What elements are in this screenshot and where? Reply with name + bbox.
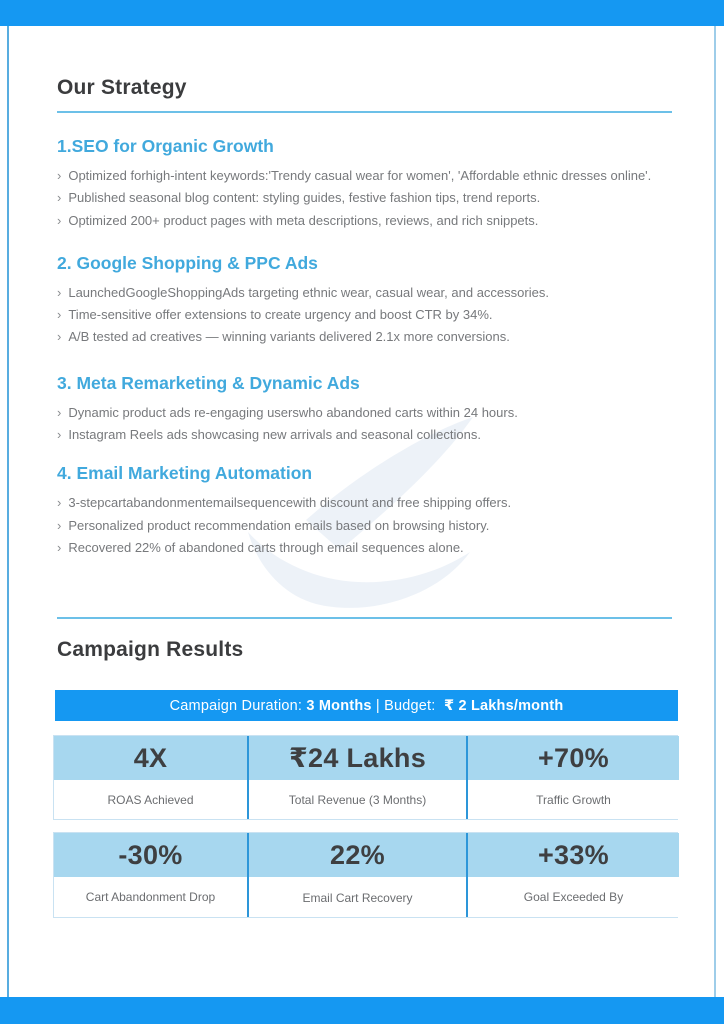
- bullet-text: A/B tested ad creatives — winning variants delivered 2.1x more conversions.: [68, 329, 510, 345]
- results-title: Campaign Results: [57, 638, 244, 662]
- bullet-item: [57, 165, 678, 187]
- stat-value: 22%: [249, 833, 466, 877]
- stats-row: [53, 832, 678, 918]
- bullet-text: Optimized 200+ product pages with meta descriptions, reviews, and rich snippets.: [68, 212, 539, 228]
- bullet-marker: ›: [57, 495, 62, 511]
- bullet-marker: ›: [57, 539, 62, 555]
- stat-label: Cart Abandonment Drop: [54, 877, 247, 917]
- stat-value: 4X: [54, 736, 247, 780]
- bullet-list: [57, 282, 678, 349]
- bullet-marker: ›: [57, 168, 62, 183]
- bullet-item: [57, 304, 678, 326]
- stat-card-email-recovery: [247, 833, 466, 917]
- bullet-marker: ›: [57, 427, 62, 443]
- banner-separator: |: [371, 697, 385, 714]
- section-meta-remarketing: [57, 372, 678, 447]
- stat-card-traffic: [466, 736, 679, 819]
- bullet-marker: ›: [57, 329, 62, 345]
- section-ppc: [57, 252, 678, 349]
- stat-label: Traffic Growth: [468, 780, 679, 819]
- bullet-item: [57, 282, 678, 304]
- bullet-text: Instagram Reels ads showcasing new arrivals and seasonal collections.: [68, 427, 481, 443]
- section-heading: 4. Email Marketing Automation: [57, 463, 313, 484]
- bullet-item: [57, 210, 678, 232]
- stat-value: ₹24 Lakhs: [249, 736, 466, 780]
- stat-card-revenue: [247, 736, 466, 819]
- section-heading: 2. Google Shopping & PPC Ads: [57, 252, 318, 273]
- strategy-title: Our Strategy: [57, 76, 187, 99]
- section-seo: [57, 135, 678, 232]
- bullet-marker: ›: [57, 284, 62, 300]
- bullet-text: Dynamic product ads re-engaging userswho abandoned carts within 24 hours.: [68, 404, 518, 420]
- bullet-text: Published seasonal blog content: styling guides, festive fashion tips, trend reports.: [68, 190, 541, 206]
- bullet-item: [57, 537, 678, 559]
- stats-row: [53, 735, 678, 820]
- bullet-list: [57, 165, 678, 232]
- stat-label: ROAS Achieved: [54, 780, 247, 819]
- stat-label: Email Cart Recovery: [249, 877, 466, 917]
- bullet-item: [57, 492, 678, 514]
- duration-value: 3 Months: [306, 697, 372, 714]
- bullet-marker: ›: [57, 212, 62, 228]
- stat-label: Goal Exceeded By: [468, 877, 679, 917]
- bottom-border-bar: [0, 997, 724, 1024]
- bullet-text: Personalized product recommendation emails based on browsing history.: [68, 517, 490, 533]
- budget-value: ₹ 2 Lakhs/month: [443, 697, 564, 714]
- top-border-bar: [0, 0, 724, 26]
- bullet-text: 3-stepcartabandonmentemailsequencewith discount and free shipping offers.: [68, 495, 512, 511]
- bullet-item: [57, 187, 678, 209]
- bullet-item: [57, 326, 678, 348]
- bullet-item: [57, 402, 678, 424]
- bullet-list: [57, 492, 678, 559]
- section-heading: 1.SEO for Organic Growth: [57, 136, 274, 156]
- stat-card-goal-exceeded: [466, 833, 679, 917]
- campaign-summary-banner: [55, 690, 678, 721]
- divider: [57, 111, 672, 113]
- bullet-marker: ›: [57, 517, 62, 533]
- duration-label: Campaign Duration:: [169, 697, 307, 714]
- bullet-item: [57, 515, 678, 537]
- bullet-text: LaunchedGoogleShoppingAds targeting ethnic wear, casual wear, and accessories.: [68, 284, 549, 300]
- stat-value: +70%: [468, 736, 679, 780]
- stat-label: Total Revenue (3 Months): [249, 780, 466, 819]
- divider: [57, 617, 672, 619]
- stat-card-cart-abandonment: [54, 833, 247, 917]
- bullet-marker: ›: [57, 404, 62, 420]
- bullet-text: Time-sensitive offer extensions to create urgency and boost CTR by 34%.: [68, 307, 493, 323]
- bullet-text: Optimized forhigh-intent keywords:'Trendy casual wear for women', 'Affordable ethnic dresses online'.: [68, 168, 652, 183]
- bullet-list: [57, 402, 678, 447]
- section-email-automation: [57, 462, 678, 559]
- bullet-text: Recovered 22% of abandoned carts through email sequences alone.: [68, 539, 464, 555]
- bullet-item: [57, 424, 678, 446]
- stat-card-roas: [54, 736, 247, 819]
- budget-label: Budget:: [384, 697, 444, 714]
- bullet-marker: ›: [57, 190, 62, 206]
- page-content: [0, 26, 724, 918]
- stat-value: +33%: [468, 833, 679, 877]
- bullet-marker: ›: [57, 307, 62, 323]
- section-heading: 3. Meta Remarketing & Dynamic Ads: [57, 372, 360, 393]
- stat-value: -30%: [54, 833, 247, 877]
